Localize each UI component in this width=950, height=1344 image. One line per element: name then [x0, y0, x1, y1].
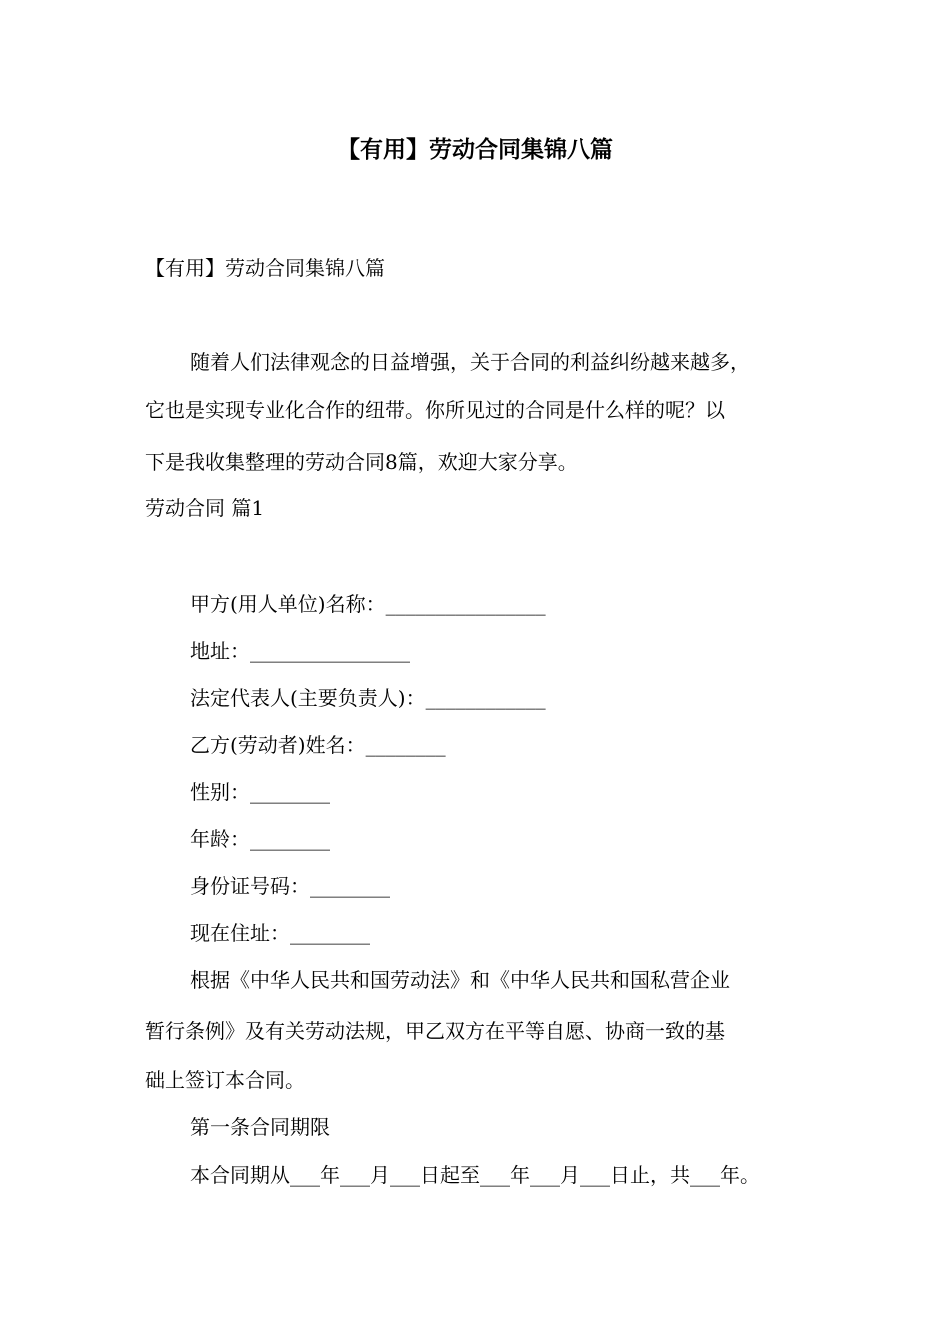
intro-line: 下是我收集整理的劳动合同8篇，欢迎大家分享。 [145, 450, 578, 474]
article-text: 本合同期从___年___月___日起至___年___月___日止，共___年。 [190, 1163, 760, 1187]
field-line: 年龄：________ [190, 827, 330, 851]
article-heading: 第一条合同期限 [190, 1115, 330, 1139]
intro-line: 随着人们法律观念的日益增强，关于合同的利益纠纷越来越多， [190, 350, 750, 374]
field-line: 性别：________ [190, 780, 330, 804]
section-heading: 劳动合同 篇1 [145, 496, 265, 520]
basis-line: 根据《中华人民共和国劳动法》和《中华人民共和国私营企业 [190, 968, 730, 992]
field-line: 乙方(劳动者)姓名：________ [190, 733, 446, 757]
basis-line: 暂行条例》及有关劳动法规，甲乙双方在平等自愿、协商一致的基 [145, 1019, 725, 1043]
field-line: 身份证号码：________ [190, 874, 390, 898]
field-line: 现在住址：________ [190, 921, 370, 945]
document-subtitle: 【有用】劳动合同集锦八篇 [145, 256, 385, 280]
document-title: 【有用】劳动合同集锦八篇 [337, 137, 613, 163]
field-line: 地址：________________ [190, 639, 410, 663]
basis-line: 础上签订本合同。 [145, 1068, 305, 1092]
field-line: 法定代表人(主要负责人)：____________ [190, 686, 546, 710]
field-line: 甲方(用人单位)名称：________________ [190, 592, 546, 616]
intro-line: 它也是实现专业化合作的纽带。你所见过的合同是什么样的呢？以 [145, 398, 725, 422]
